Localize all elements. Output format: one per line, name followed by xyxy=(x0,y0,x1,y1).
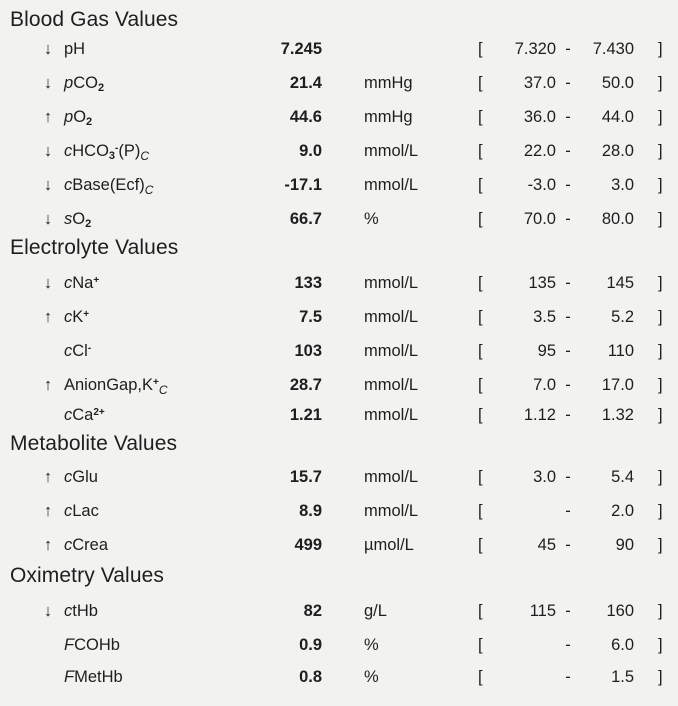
analyte-name: $sO_2$ xyxy=(64,210,92,230)
result-row-k xyxy=(0,308,678,338)
range-separator: - xyxy=(565,40,571,58)
range-separator: - xyxy=(565,142,571,160)
range-separator: - xyxy=(565,308,571,326)
result-row-po2 xyxy=(0,108,678,138)
analyte-name: $pO_2$ xyxy=(64,108,93,128)
result-unit: mmol/L xyxy=(364,468,419,486)
range-open-bracket: [ xyxy=(478,376,483,394)
range-high: 110 xyxy=(607,342,634,360)
result-value: 66.7 xyxy=(289,210,322,228)
result-unit: % xyxy=(364,636,379,654)
result-value: 82 xyxy=(303,602,322,620)
result-unit: mmol/L xyxy=(364,142,419,160)
analyte-name: pCO$_2$ xyxy=(64,74,105,94)
range-low: 7.0 xyxy=(533,376,556,394)
arrow-up-icon: ↑ xyxy=(43,308,53,326)
range-separator: - xyxy=(565,74,571,92)
range-open-bracket: [ xyxy=(478,108,483,126)
result-unit: µmol/L xyxy=(364,536,414,554)
range-low: 70.0 xyxy=(523,210,556,228)
range-high: 6.0 xyxy=(611,636,634,654)
result-unit: mmHg xyxy=(364,74,413,92)
range-separator: - xyxy=(565,668,571,686)
range-high: 90 xyxy=(615,536,634,554)
range-close-bracket: ] xyxy=(658,274,663,292)
range-separator: - xyxy=(565,468,571,486)
result-row-glu xyxy=(0,468,678,498)
result-unit: g/L xyxy=(364,602,387,620)
analyte-name: FCOHb xyxy=(64,636,120,654)
range-open-bracket: [ xyxy=(478,308,483,326)
range-low: -3.0 xyxy=(527,176,556,194)
range-low: 135 xyxy=(528,274,556,292)
range-close-bracket: ] xyxy=(658,176,663,194)
arrow-down-icon: ↓ xyxy=(43,74,53,92)
analyte-name: cLac xyxy=(64,502,99,520)
range-close-bracket: ] xyxy=(658,468,663,486)
range-high: 5.2 xyxy=(611,308,634,326)
range-low: 3.5 xyxy=(533,308,556,326)
analyte-name: pH xyxy=(64,40,86,58)
arrow-up-icon: ↑ xyxy=(43,502,53,520)
range-open-bracket: [ xyxy=(478,668,483,686)
range-low: 36.0 xyxy=(523,108,556,126)
range-open-bracket: [ xyxy=(478,40,483,58)
range-close-bracket: ] xyxy=(658,210,663,228)
arrow-up-icon: ↑ xyxy=(43,376,53,394)
result-value: 0.9 xyxy=(299,636,322,654)
result-row-thb xyxy=(0,602,678,632)
range-separator: - xyxy=(565,536,571,554)
analyte-name: cCl- xyxy=(64,342,92,360)
result-value: 7.5 xyxy=(299,308,322,326)
analyte-name: $AnionGap,K^+_C$ xyxy=(64,376,168,397)
arrow-down-icon: ↓ xyxy=(43,40,53,58)
result-row-na xyxy=(0,274,678,304)
analyte-name: FMetHb xyxy=(64,668,123,686)
result-row-lac xyxy=(0,502,678,532)
range-high: 17.0 xyxy=(601,376,634,394)
range-low: 115 xyxy=(529,602,556,620)
range-open-bracket: [ xyxy=(478,142,483,160)
result-value: 499 xyxy=(294,536,322,554)
range-open-bracket: [ xyxy=(478,602,483,620)
arrow-down-icon: ↓ xyxy=(43,176,53,194)
result-value: 21.4 xyxy=(289,74,322,92)
range-open-bracket: [ xyxy=(478,176,483,194)
range-high: 3.0 xyxy=(611,176,634,194)
result-value: 7.245 xyxy=(280,40,322,58)
result-value: 1.21 xyxy=(289,406,322,424)
analyte-name: ctHb xyxy=(64,602,98,620)
range-high: 7.430 xyxy=(592,40,634,58)
range-close-bracket: ] xyxy=(658,342,663,360)
range-close-bracket: ] xyxy=(658,406,663,424)
range-close-bracket: ] xyxy=(658,502,663,520)
analyte-name: $cHCO_3^-(P)_C$ xyxy=(64,142,150,163)
range-open-bracket: [ xyxy=(478,536,483,554)
range-open-bracket: [ xyxy=(478,274,483,292)
result-value: 9.0 xyxy=(299,142,322,160)
result-row-pco2 xyxy=(0,74,678,104)
range-high: 145 xyxy=(606,274,634,292)
arrow-up-icon: ↑ xyxy=(43,108,53,126)
range-open-bracket: [ xyxy=(478,406,483,424)
result-unit: mmHg xyxy=(364,108,413,126)
range-high: 2.0 xyxy=(611,502,634,520)
range-separator: - xyxy=(565,602,571,620)
analyte-name: cGlu xyxy=(64,468,98,486)
analyte-name: cNa+ xyxy=(64,274,100,292)
range-high: 5.4 xyxy=(611,468,634,486)
range-close-bracket: ] xyxy=(658,536,663,554)
result-value: -17.1 xyxy=(284,176,322,194)
arrow-up-icon: ↑ xyxy=(43,536,53,554)
arrow-down-icon: ↓ xyxy=(43,210,53,228)
result-value: 133 xyxy=(294,274,322,292)
section-title-oximetry: Oximetry Values xyxy=(10,564,164,587)
result-row-base-ecf xyxy=(0,176,678,206)
range-separator: - xyxy=(565,636,571,654)
range-separator: - xyxy=(565,108,571,126)
analyte-name: cCa$^{2+}$ xyxy=(64,406,105,424)
result-unit: mmol/L xyxy=(364,342,419,360)
range-high: 1.32 xyxy=(601,406,634,424)
range-open-bracket: [ xyxy=(478,636,483,654)
range-open-bracket: [ xyxy=(478,342,483,360)
range-high: 1.5 xyxy=(611,668,634,686)
result-row-hco3 xyxy=(0,142,678,172)
range-low: 45 xyxy=(537,536,556,554)
range-low: 95 xyxy=(537,342,556,360)
section-title-electrolyte: Electrolyte Values xyxy=(10,236,179,259)
section-title-blood-gas: Blood Gas Values xyxy=(10,8,179,31)
range-separator: - xyxy=(565,502,571,520)
range-separator: - xyxy=(565,406,571,424)
range-high: 160 xyxy=(606,602,634,620)
result-unit: mmol/L xyxy=(364,502,419,520)
result-value: 28.7 xyxy=(289,376,322,394)
arrow-down-icon: ↓ xyxy=(43,602,53,620)
analyte-name: cCrea xyxy=(64,536,109,554)
range-high: 44.0 xyxy=(601,108,634,126)
result-unit: mmol/L xyxy=(364,176,419,194)
result-unit: mmol/L xyxy=(364,274,419,292)
arrow-down-icon: ↓ xyxy=(43,142,53,160)
result-unit: mmol/L xyxy=(364,406,419,424)
result-row-methb xyxy=(0,668,678,698)
result-row-crea xyxy=(0,536,678,566)
analyte-name: $cBase(Ecf)_C$ xyxy=(64,176,154,197)
range-close-bracket: ] xyxy=(658,308,663,326)
result-row-cohb xyxy=(0,636,678,666)
range-close-bracket: ] xyxy=(658,636,663,654)
range-close-bracket: ] xyxy=(658,602,663,620)
range-open-bracket: [ xyxy=(478,210,483,228)
arrow-up-icon: ↑ xyxy=(43,468,53,486)
range-low: 7.320 xyxy=(514,40,556,58)
range-low: 3.0 xyxy=(533,468,556,486)
range-high: 28.0 xyxy=(601,142,634,160)
result-value: 103 xyxy=(294,342,322,360)
range-open-bracket: [ xyxy=(478,468,483,486)
range-high: 80.0 xyxy=(601,210,634,228)
range-close-bracket: ] xyxy=(658,40,663,58)
range-separator: - xyxy=(565,376,571,394)
section-title-metabolite: Metabolite Values xyxy=(10,432,178,455)
range-close-bracket: ] xyxy=(658,142,663,160)
result-value: 8.9 xyxy=(299,502,322,520)
range-separator: - xyxy=(565,342,571,360)
range-open-bracket: [ xyxy=(478,502,483,520)
range-low: 22.0 xyxy=(523,142,556,160)
range-close-bracket: ] xyxy=(658,74,663,92)
result-value: 0.8 xyxy=(299,668,322,686)
result-unit: % xyxy=(364,668,379,686)
result-row-anion-gap xyxy=(0,376,678,406)
range-close-bracket: ] xyxy=(658,668,663,686)
result-row-ph xyxy=(0,40,678,70)
result-unit: mmol/L xyxy=(364,376,419,394)
range-high: 50.0 xyxy=(601,74,634,92)
range-close-bracket: ] xyxy=(658,376,663,394)
range-close-bracket: ] xyxy=(658,108,663,126)
range-separator: - xyxy=(565,274,571,292)
result-value: 15.7 xyxy=(289,468,322,486)
result-unit: % xyxy=(364,210,379,228)
range-separator: - xyxy=(565,176,571,194)
result-unit: mmol/L xyxy=(364,308,419,326)
range-low: 37.0 xyxy=(523,74,556,92)
range-separator: - xyxy=(565,210,571,228)
result-value: 44.6 xyxy=(289,108,322,126)
arrow-down-icon: ↓ xyxy=(43,274,53,292)
analyte-name: cK+ xyxy=(64,308,90,326)
range-open-bracket: [ xyxy=(478,74,483,92)
result-row-cl xyxy=(0,342,678,372)
range-low: 1.12 xyxy=(523,406,556,424)
